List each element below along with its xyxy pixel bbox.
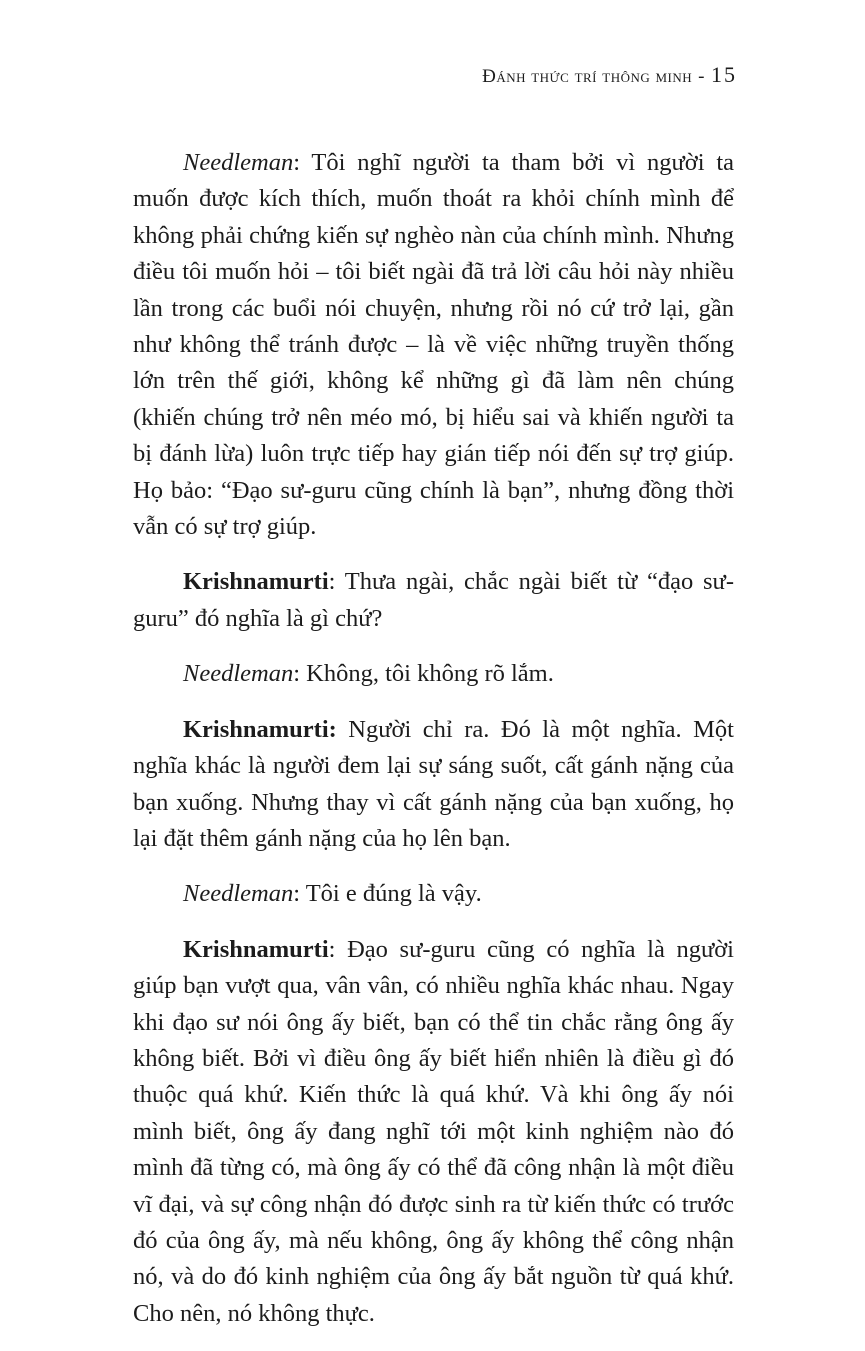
speaker-name: Krishnamurti <box>183 935 329 963</box>
speaker-name: Krishnamurti <box>183 568 329 596</box>
paragraph <box>133 145 734 545</box>
header-separator: - <box>698 66 705 87</box>
speaker-colon: : <box>328 568 336 596</box>
paragraph <box>133 656 734 692</box>
speaker-colon: : <box>293 149 301 176</box>
paragraph <box>133 876 734 912</box>
paragraph-text: Đạo sư-guru cũng có nghĩa là người giúp bạn vượt qua, vân vân, có nhiều nghĩa khác nhau. Ngay khi đạo sư nói ông ấy biết, bạn có thể tin chắc rằng ông ấy không biết. Bởi vì điều ông ấy biết hiển nhiên là điều gì đó thuộc quá khứ. Kiến thức là quá khứ. Và khi ông ấy nói mình biết, ông ấy đang nghĩ tới một kinh nghiệm nào đó mình đã từng có, mà ông ấy có thể đã công nhận là một điều vĩ đại, và sự công nhận đó được sinh ra từ kiến thức có trước đó của ông ấy, mà nếu không, ông ấy không thể công nhận nó, và do đó kinh nghiệm của ông ấy bắt nguồn từ quá khứ. Cho nên, nó không thực. <box>133 935 734 1327</box>
speaker-name: Krishnamurti: <box>183 715 337 743</box>
paragraph-text: Không, tôi không rõ lắm. <box>300 660 554 688</box>
running-header <box>482 62 737 88</box>
paragraph-text: Tôi e đúng là vậy. <box>300 880 482 908</box>
speaker-name: Needleman <box>183 880 294 908</box>
speaker-colon: : <box>293 660 301 688</box>
page-number: 15 <box>711 62 737 87</box>
speaker-colon: : <box>328 935 336 963</box>
paragraph-text: Thưa ngài, chắc ngài biết từ “đạo sư-guru” đó nghĩa là gì chứ? <box>133 568 734 632</box>
paragraph <box>133 932 734 1332</box>
speaker-name: Needleman <box>183 660 294 688</box>
book-title: Đánh thức trí thông minh <box>482 66 693 87</box>
paragraph-text: Tôi nghĩ người ta tham bởi vì người ta muốn được kích thích, muốn thoát ra khỏi chính mình để không phải chứng kiến sự nghèo nàn của chính mình. Nhưng điều tôi muốn hỏi – tôi biết ngài đã trả lời câu hỏi này nhiều lần trong các buổi nói chuyện, nhưng rồi nó cứ trở lại, gần như không thể tránh được – là về việc những truyền thống lớn trên thế giới, không kể những gì đã làm nên chúng (khiến chúng trở nên méo mó, bị hiểu sai và khiến người ta bị đánh lừa) luôn trực tiếp hay gián tiếp nói đến sự trợ giúp. Họ bảo: “Đạo sư-guru cũng chính là bạn”, nhưng đồng thời vẫn có sự trợ giúp. <box>133 149 734 541</box>
speaker-colon: : <box>293 880 301 908</box>
paragraph <box>133 564 734 637</box>
paragraph <box>133 712 734 858</box>
speaker-name: Needleman <box>183 149 294 176</box>
body-text <box>133 145 734 1351</box>
paragraph-text: Người chỉ ra. Đó là một nghĩa. Một nghĩa khác là người đem lại sự sáng suốt, cất gánh nặng của bạn xuống. Nhưng thay vì cất gánh nặng của bạn xuống, họ lại đặt thêm gánh nặng của họ lên bạn. <box>133 715 734 852</box>
